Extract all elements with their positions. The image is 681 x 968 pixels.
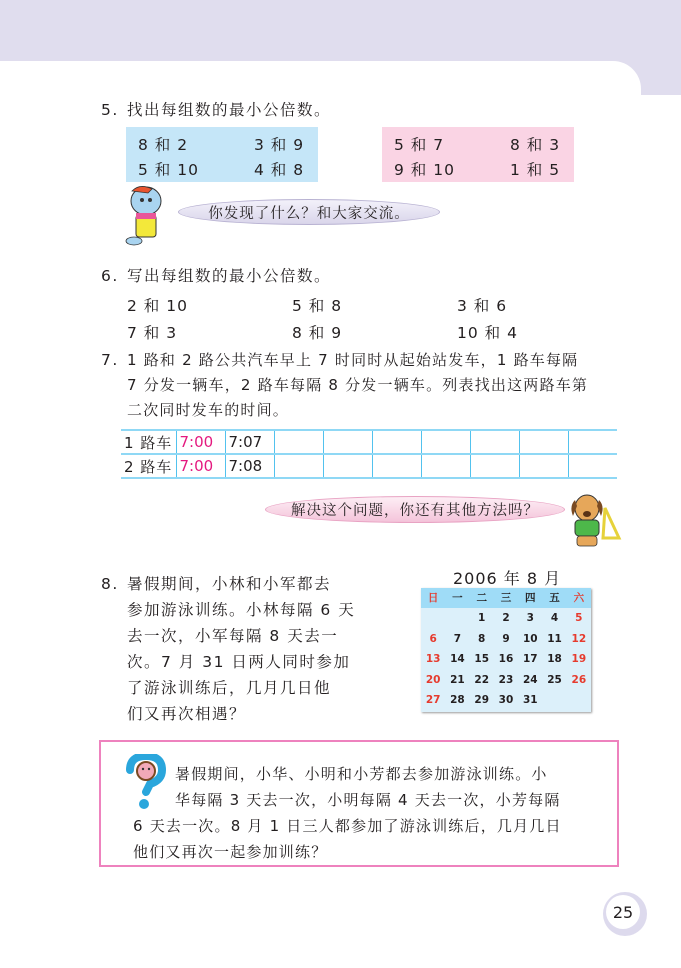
table-cell: 7:00 (176, 454, 225, 478)
calendar-week (421, 670, 591, 691)
row-label: 1 路车 (121, 430, 176, 454)
q5-pink-box (382, 127, 574, 182)
q5-prompt: 找出每组数的最小公倍数。 (127, 101, 332, 119)
q8-line: 次。7 月 31 日两人同时参加 (127, 653, 351, 671)
q8-line: 了游泳训练后，几月几日他 (127, 679, 332, 697)
q5-pair: 8 和 2 (138, 136, 189, 154)
q7-line: 二次同时发车的时间。 (127, 401, 290, 419)
q8-line: 参加游泳训练。小林每隔 6 天 (127, 601, 356, 619)
calendar-day: 16 (498, 653, 514, 666)
table-cell-empty[interactable] (470, 454, 519, 478)
calendar-day: 13 (425, 653, 441, 666)
extension-line: 6 天去一次。8 月 1 日三人都参加了游泳训练后，几月几日 (133, 817, 562, 835)
table-cell-empty[interactable] (568, 454, 617, 478)
calendar-day: 14 (450, 653, 465, 666)
dog-icon (565, 490, 625, 552)
q5-number: 5. (101, 101, 119, 119)
calendar-week (421, 690, 591, 711)
header-band (0, 0, 681, 61)
calendar-day: 26 (571, 673, 587, 686)
table-cell-empty[interactable] (274, 454, 323, 478)
weekday: 五 (549, 592, 560, 604)
cat-speech-text: 你发现了什么？和大家交流。 (208, 205, 410, 222)
q6-pair: 10 和 4 (457, 324, 518, 342)
q6-pair: 3 和 6 (457, 297, 508, 315)
calendar-week (421, 608, 591, 629)
row-label: 2 路车 (121, 454, 176, 478)
calendar-day: 6 (429, 632, 437, 645)
calendar-week (421, 629, 591, 650)
calendar-day: 29 (474, 694, 490, 707)
weekday: 六 (573, 592, 585, 604)
table-cell-empty[interactable] (323, 430, 372, 454)
cat-speech-bubble (178, 199, 440, 225)
calendar-day: 23 (498, 673, 514, 686)
q8-number: 8. (101, 575, 119, 593)
calendar-day: 15 (474, 653, 490, 666)
calendar-week (421, 649, 591, 670)
q6-pair: 2 和 10 (127, 297, 188, 315)
q5-pair: 3 和 9 (254, 136, 305, 154)
page-number (606, 895, 640, 929)
calendar-day: 1 (478, 612, 486, 625)
table-row (121, 430, 617, 454)
table-cell-empty[interactable] (519, 454, 568, 478)
q6-pair: 7 和 3 (127, 324, 178, 342)
table-cell: 7:08 (225, 454, 274, 478)
calendar-day: 25 (547, 673, 562, 686)
q5-pair: 9 和 10 (394, 161, 455, 179)
q8-line: 暑假期间，小林和小军都去 (127, 575, 332, 593)
header-tab (641, 61, 681, 95)
table-cell-empty[interactable] (274, 430, 323, 454)
calendar-day: 21 (450, 673, 465, 686)
dog-speech-text: 解决这个问题，你还有其他方法吗？ (291, 503, 539, 519)
extension-line: 华每隔 3 天去一次，小明每隔 4 天去一次，小芳每隔 (175, 791, 561, 809)
page-number-text: 25 (612, 902, 634, 922)
q6-pair: 5 和 8 (292, 297, 343, 315)
calendar-day: 8 (478, 632, 486, 645)
calendar-day: 27 (425, 694, 441, 707)
weekday: 二 (476, 592, 487, 604)
bus-schedule-table (121, 429, 617, 479)
calendar-day: 30 (498, 694, 514, 707)
table-row (121, 454, 617, 478)
q5-pair: 1 和 5 (510, 161, 561, 179)
q8-line: 们又再次相遇？ (127, 705, 247, 723)
q5-pair: 8 和 3 (510, 136, 561, 154)
cat-icon (122, 183, 172, 247)
q5-blue-box (126, 127, 318, 182)
q6-pair: 8 和 9 (292, 324, 343, 342)
calendar-day: 5 (575, 612, 583, 625)
calendar-day: 12 (571, 632, 587, 645)
calendar-day: 20 (425, 673, 441, 686)
calendar-weekdays (421, 588, 591, 608)
table-cell-empty[interactable] (568, 430, 617, 454)
table-cell-empty[interactable] (372, 430, 421, 454)
table-cell-empty[interactable] (372, 454, 421, 478)
calendar-day: 11 (547, 632, 562, 645)
extension-line: 他们又再次一起参加训练？ (133, 843, 328, 861)
calendar-title: 2006 年 8 月 (453, 569, 562, 588)
dog-speech-bubble (265, 496, 565, 523)
q5-pair: 4 和 8 (254, 161, 305, 179)
calendar-day: 2 (502, 612, 510, 625)
table-cell: 7:07 (225, 430, 274, 454)
calendar-day: 28 (450, 694, 465, 707)
weekday: 一 (452, 592, 463, 604)
q5-pair: 5 和 7 (394, 136, 445, 154)
calendar-day: 3 (526, 612, 534, 625)
calendar-day: 10 (522, 632, 538, 645)
weekday: 三 (500, 592, 512, 604)
table-cell-empty[interactable] (519, 430, 568, 454)
table-cell-empty[interactable] (470, 430, 519, 454)
q7-line: 7 分发一辆车，2 路车每隔 8 分发一辆车。列表找出这两路车第 (127, 376, 589, 394)
q8-line: 去一次，小军每隔 8 天去一 (127, 627, 339, 645)
q7-number: 7. (101, 351, 119, 369)
extension-line: 暑假期间，小华、小明和小芳都去参加游泳训练。小 (175, 765, 548, 783)
weekday: 四 (525, 592, 536, 604)
calendar-day: 17 (522, 653, 538, 666)
table-cell-empty[interactable] (421, 454, 470, 478)
table-cell: 7:00 (176, 430, 225, 454)
q6-prompt: 写出每组数的最小公倍数。 (127, 267, 332, 285)
q5-pair: 5 和 10 (138, 161, 199, 179)
q6-number: 6. (101, 267, 119, 285)
calendar-day: 7 (453, 632, 462, 645)
calendar-day: 18 (547, 653, 562, 666)
q7-line: 1 路和 2 路公共汽车早上 7 时同时从起始站发车，1 路车每隔 (127, 351, 579, 369)
calendar (421, 588, 591, 712)
calendar-day: 4 (550, 612, 559, 625)
table-cell-empty[interactable] (323, 454, 372, 478)
calendar-day: 22 (474, 673, 490, 686)
calendar-day: 31 (522, 694, 538, 707)
calendar-day: 19 (571, 653, 587, 666)
question-monkey-icon (122, 754, 168, 812)
calendar-day: 9 (502, 632, 510, 645)
calendar-day: 24 (522, 673, 538, 686)
weekday: 日 (427, 592, 439, 604)
table-cell-empty[interactable] (421, 430, 470, 454)
